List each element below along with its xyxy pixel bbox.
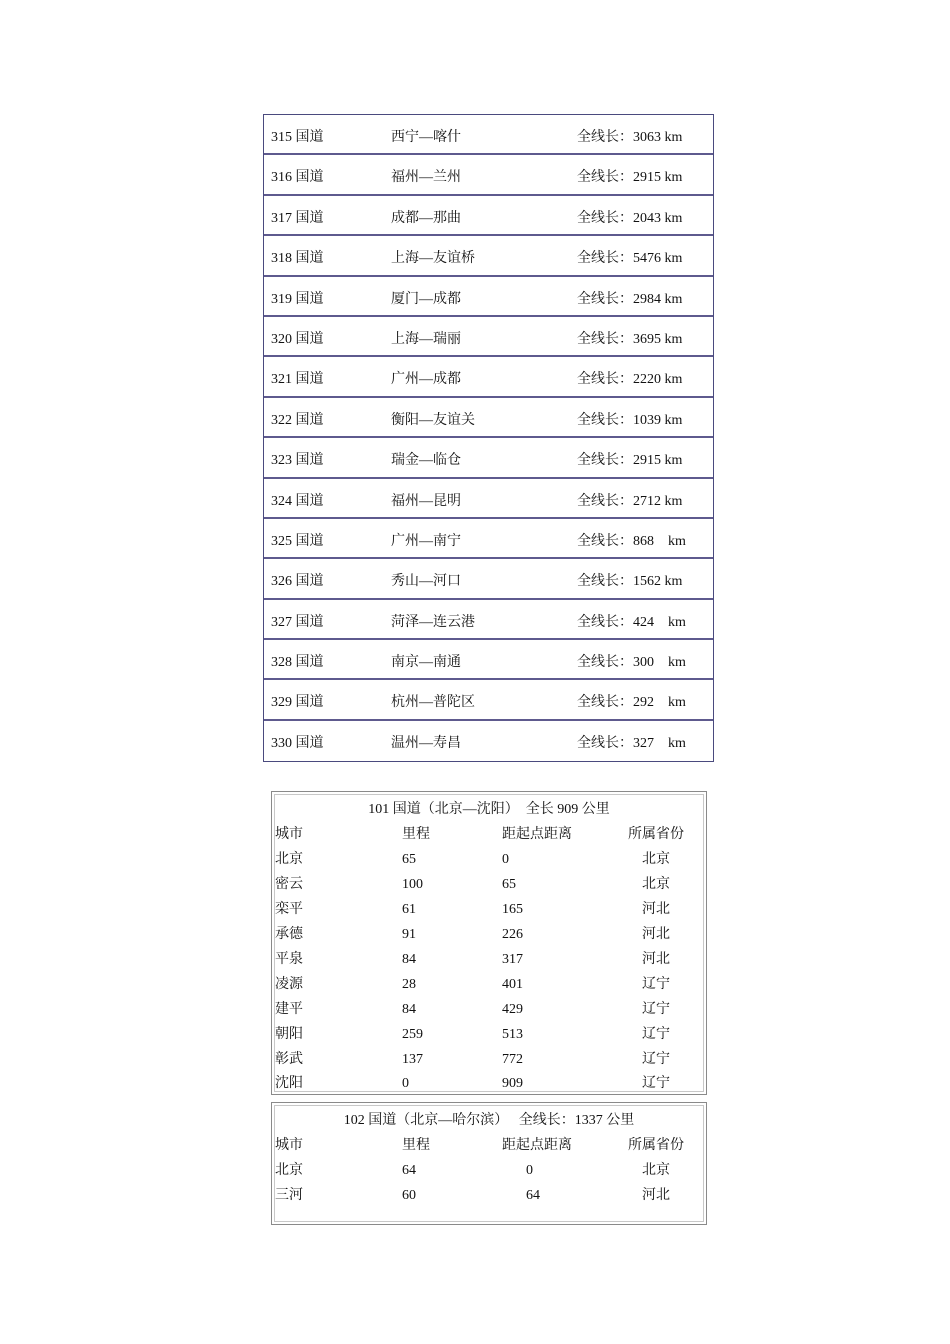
province-cell: 辽宁 (642, 1027, 670, 1042)
route-102-table (271, 1102, 707, 1225)
city-cell: 密云 (275, 877, 303, 892)
route-path: 西宁—喀什 (391, 130, 461, 145)
route-101-table (271, 791, 707, 1095)
table-row (272, 926, 706, 951)
distance-cell: 65 (502, 877, 516, 892)
header-province: 所属省份 (628, 1138, 684, 1153)
mileage-cell: 64 (402, 1163, 416, 1178)
route-length: 全线长：2984 km (577, 291, 683, 307)
route-number: 324 国道 (271, 493, 324, 509)
route-row (264, 155, 713, 195)
table-header-row (272, 1137, 706, 1162)
route-row (264, 721, 713, 761)
distance-cell: 0 (526, 1163, 533, 1178)
distance-cell: 317 (502, 952, 523, 967)
distance-cell: 401 (502, 977, 523, 992)
route-path: 上海—友谊桥 (391, 251, 475, 267)
route-row (264, 317, 713, 357)
route-row (264, 357, 713, 397)
table-row (272, 1026, 706, 1051)
route-path: 广州—南宁 (391, 533, 461, 549)
route-row (264, 236, 713, 276)
city-cell: 北京 (275, 852, 303, 867)
province-cell: 北京 (642, 852, 670, 867)
route-number: 323 国道 (271, 453, 324, 469)
city-cell: 朝阳 (275, 1027, 303, 1042)
mileage-cell: 61 (402, 902, 416, 917)
route-length: 全线长：1039 km (577, 412, 683, 428)
mileage-cell: 84 (402, 952, 416, 967)
route-length: 全线长：2915 km (577, 453, 683, 469)
city-cell: 沈阳 (275, 1076, 303, 1091)
route-number: 327 国道 (271, 614, 324, 630)
route-number: 321 国道 (271, 372, 324, 388)
route-row (264, 438, 713, 478)
province-cell: 北京 (642, 1163, 670, 1178)
header-distance: 距起点距离 (502, 1138, 572, 1153)
national-routes-table (263, 114, 714, 762)
route-number: 319 国道 (271, 291, 324, 307)
distance-cell: 64 (526, 1188, 540, 1203)
route-number: 315 国道 (271, 130, 324, 145)
route-path: 菏泽—连云港 (391, 614, 475, 630)
route-number: 325 国道 (271, 533, 324, 549)
route-number: 317 国道 (271, 210, 324, 226)
mileage-cell: 91 (402, 927, 416, 942)
city-cell: 平泉 (275, 952, 303, 967)
route-row (264, 680, 713, 720)
header-mileage: 里程 (402, 827, 430, 842)
distance-cell: 429 (502, 1002, 523, 1017)
city-cell: 三河 (275, 1188, 303, 1203)
route-number: 318 国道 (271, 251, 324, 267)
route-number: 320 国道 (271, 331, 324, 347)
mileage-cell: 100 (402, 877, 423, 892)
route-path: 广州—成都 (391, 372, 461, 388)
distance-cell: 772 (502, 1052, 523, 1067)
mileage-cell: 84 (402, 1002, 416, 1017)
route-length: 全线长：1562 km (577, 574, 683, 590)
route-number: 328 国道 (271, 655, 324, 671)
route-length: 全线长：2712 km (577, 493, 683, 509)
route-row (264, 115, 713, 155)
route-path: 厦门—成都 (391, 291, 461, 307)
city-cell: 北京 (275, 1163, 303, 1178)
distance-cell: 226 (502, 927, 523, 942)
table-row (272, 951, 706, 976)
route-path: 杭州—普陀区 (391, 695, 475, 711)
mileage-cell: 137 (402, 1052, 423, 1067)
mileage-cell: 65 (402, 852, 416, 867)
route-number: 316 国道 (271, 170, 324, 186)
province-cell: 辽宁 (642, 1002, 670, 1017)
table-row (272, 901, 706, 926)
province-cell: 河北 (642, 952, 670, 967)
route-path: 上海—瑞丽 (391, 331, 461, 347)
province-cell: 辽宁 (642, 977, 670, 992)
province-cell: 河北 (642, 902, 670, 917)
province-cell: 辽宁 (642, 1076, 670, 1091)
route-length: 全线长：868 km (577, 533, 686, 549)
route-row (264, 640, 713, 680)
table-row (272, 1162, 706, 1187)
route-number: 330 国道 (271, 735, 324, 751)
distance-cell: 513 (502, 1027, 523, 1042)
route-row (264, 600, 713, 640)
table-row (272, 851, 706, 876)
header-city: 城市 (275, 827, 303, 842)
distance-cell: 0 (502, 852, 509, 867)
route-row (264, 398, 713, 438)
route-row (264, 277, 713, 317)
table-row (272, 876, 706, 901)
province-cell: 河北 (642, 1188, 670, 1203)
city-cell: 凌源 (275, 977, 303, 992)
header-city: 城市 (275, 1138, 303, 1153)
route-102-title: 102 国道（北京—哈尔滨） 全线长：1337 公里 (343, 1113, 635, 1128)
route-path: 瑞金—临仓 (391, 453, 461, 469)
route-length: 全线长：3063 km (577, 130, 683, 145)
route-length: 全线长：2915 km (577, 170, 683, 186)
table-row (272, 1001, 706, 1026)
route-length: 全线长：327 km (577, 735, 686, 751)
route-length: 全线长：3695 km (577, 331, 683, 347)
city-cell: 栾平 (275, 902, 303, 917)
route-length: 全线长：292 km (577, 695, 686, 711)
route-path: 秀山—河口 (391, 574, 461, 590)
route-length: 全线长：5476 km (577, 251, 683, 267)
table-row (272, 1051, 706, 1076)
route-path: 南京—南通 (391, 655, 461, 671)
city-cell: 承德 (275, 927, 303, 942)
route-101-title: 101 国道（北京—沈阳） 全长 909 公里 (368, 802, 610, 817)
table-row (272, 976, 706, 1001)
mileage-cell: 60 (402, 1188, 416, 1203)
city-cell: 彰武 (275, 1052, 303, 1067)
route-length: 全线长：2220 km (577, 372, 683, 388)
route-path: 福州—昆明 (391, 493, 461, 509)
header-mileage: 里程 (402, 1138, 430, 1153)
route-path: 温州—寿昌 (391, 735, 461, 751)
route-row (264, 519, 713, 559)
mileage-cell: 259 (402, 1027, 423, 1042)
distance-cell: 165 (502, 902, 523, 917)
mileage-cell: 28 (402, 977, 416, 992)
route-path: 成都—那曲 (391, 210, 461, 226)
route-row (264, 479, 713, 519)
route-path: 福州—兰州 (391, 170, 461, 186)
route-row (264, 196, 713, 236)
province-cell: 河北 (642, 927, 670, 942)
route-path: 衡阳—友谊关 (391, 412, 475, 428)
route-length: 全线长：2043 km (577, 210, 683, 226)
mileage-cell: 0 (402, 1076, 409, 1091)
route-length: 全线长：300 km (577, 655, 686, 671)
route-number: 322 国道 (271, 412, 324, 428)
distance-cell: 909 (502, 1076, 523, 1091)
route-length: 全线长：424 km (577, 614, 686, 630)
route-number: 326 国道 (271, 574, 324, 590)
city-cell: 建平 (275, 1002, 303, 1017)
table-row (272, 1075, 706, 1100)
route-row (264, 559, 713, 599)
province-cell: 北京 (642, 877, 670, 892)
header-province: 所属省份 (628, 827, 684, 842)
route-number: 329 国道 (271, 695, 324, 711)
table-header-row (272, 826, 706, 851)
header-distance: 距起点距离 (502, 827, 572, 842)
table-row (272, 1187, 706, 1212)
province-cell: 辽宁 (642, 1052, 670, 1067)
